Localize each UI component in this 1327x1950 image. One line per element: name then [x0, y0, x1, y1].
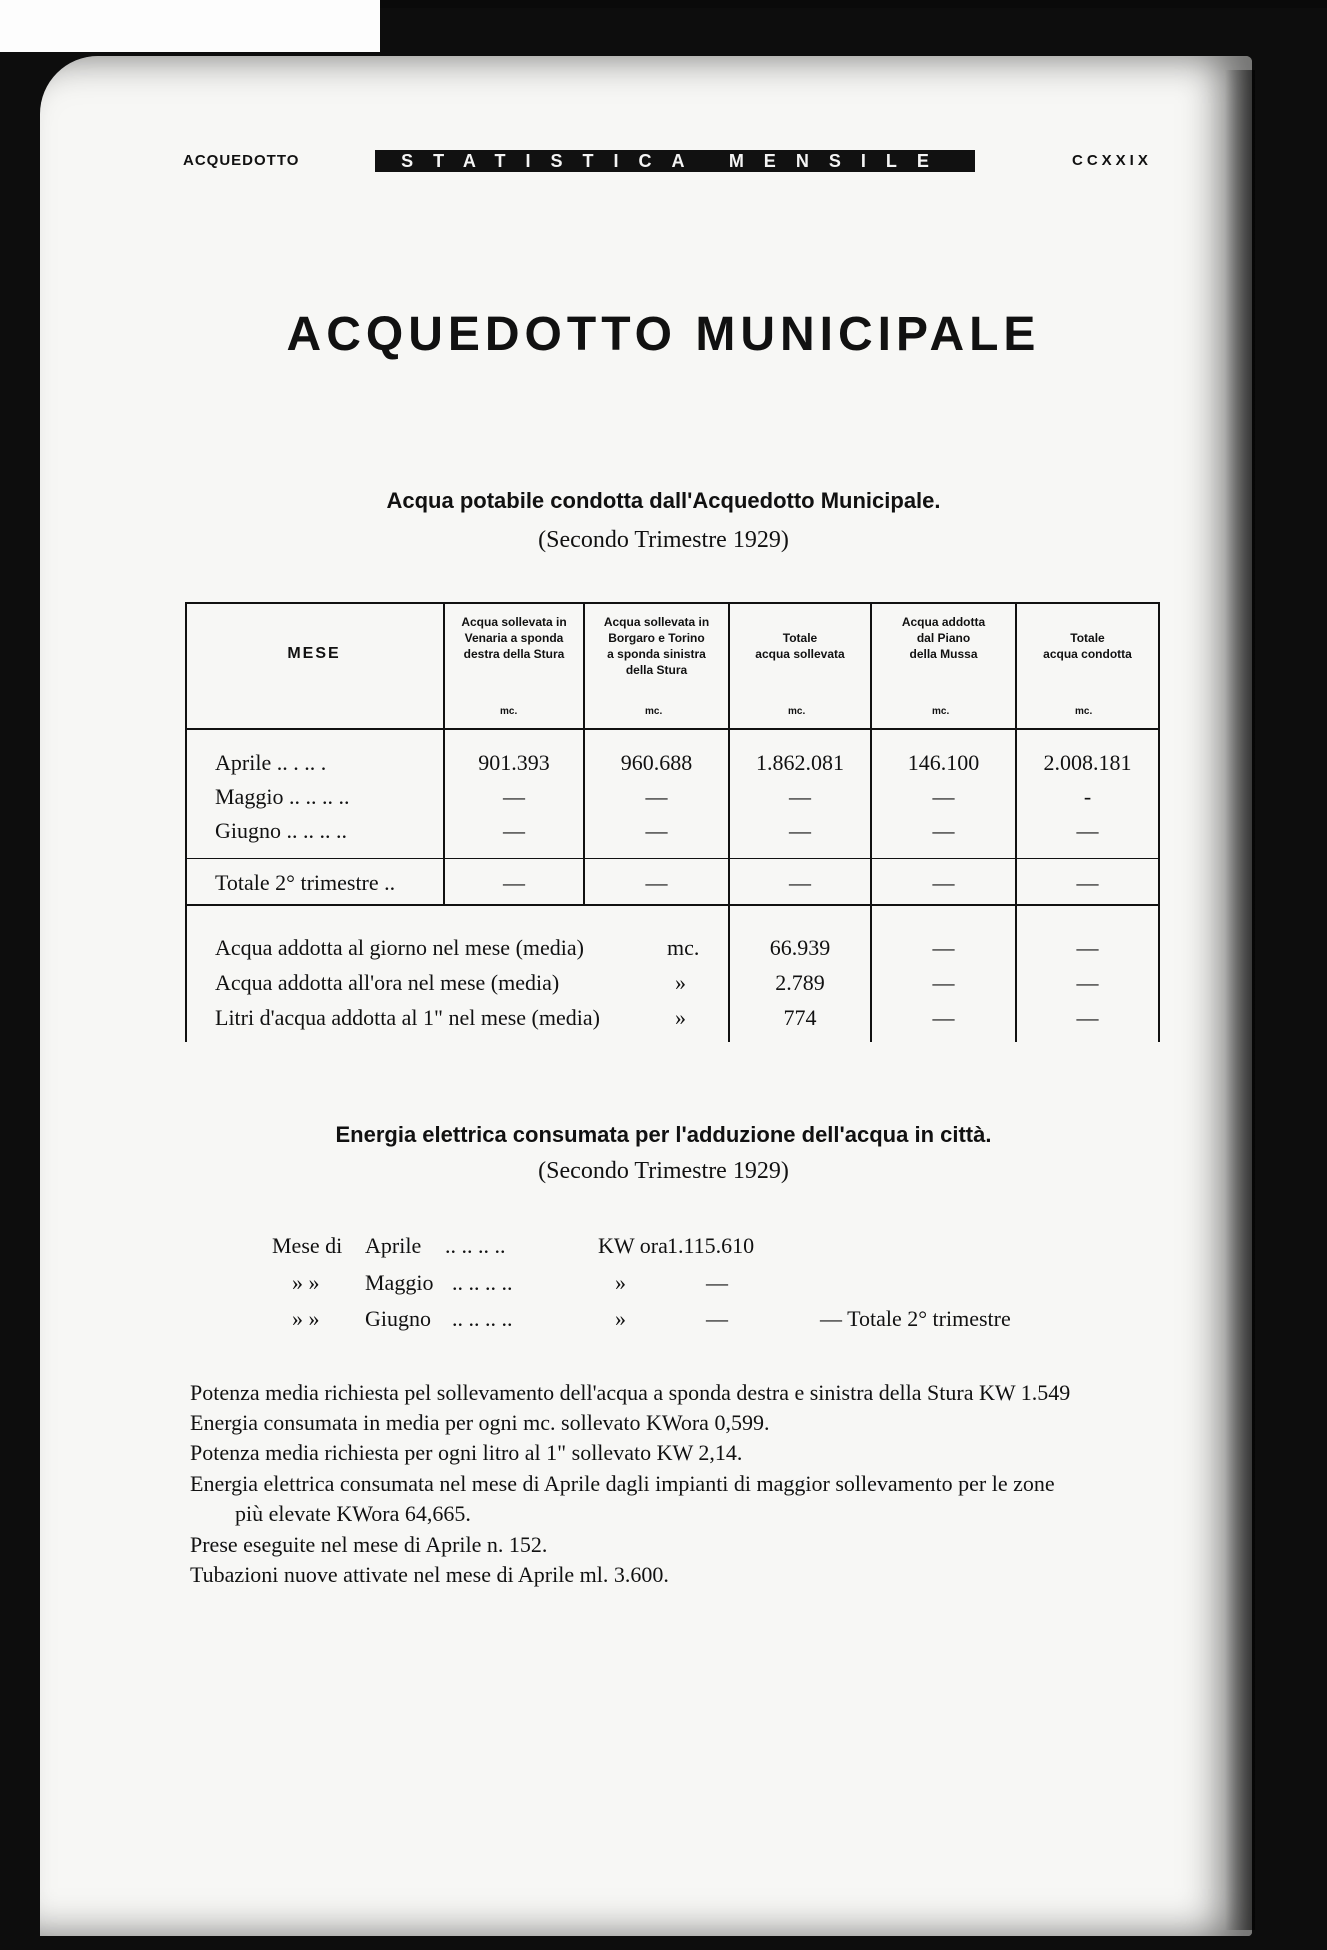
- col-header-borgaro: Acqua sollevata in Borgaro e Torino a sponda sinistra della Stura: [603, 615, 710, 677]
- energy-unit: »: [615, 1270, 626, 1295]
- table-top-rule: [185, 602, 1160, 604]
- energy-prefix: » »: [292, 1270, 320, 1295]
- table-left-rule: [185, 602, 187, 1042]
- section1-period: (Secondo Trimestre 1929): [538, 527, 789, 553]
- energy-value: 1.115.610: [667, 1233, 755, 1258]
- running-header-left: ACQUEDOTTO: [183, 152, 300, 169]
- note-line: Tubazioni nuove attivate nel mese di Aprile ml. 3.600.: [190, 1562, 669, 1587]
- table-cell: —: [932, 784, 955, 809]
- daily-label: Litri d'acqua addotta al 1" nel mese (media): [215, 1005, 600, 1030]
- scan-corner: [0, 0, 380, 52]
- col-header-venaria: Acqua sollevata in Venaria a sponda destra della Stura: [461, 615, 567, 661]
- note-line: Energia consumata in media per ogni mc. sollevato KWora 0,599.: [190, 1410, 770, 1435]
- table-cell: —: [932, 970, 955, 995]
- energy-dots: .. .. .. ..: [452, 1270, 513, 1295]
- table-cell: —: [932, 818, 955, 843]
- section2-period: (Secondo Trimestre 1929): [538, 1158, 789, 1184]
- energy-unit: KW ora: [598, 1233, 668, 1258]
- section1-heading: Acqua potabile condotta dall'Acquedotto Municipale.: [386, 488, 941, 513]
- unit-label: mc.: [645, 706, 663, 717]
- table-cell: —: [1076, 870, 1099, 895]
- table-cell: -: [1083, 784, 1092, 809]
- running-header-band: STATISTICA MENSILE: [375, 150, 975, 172]
- row-label-maggio: Maggio .. .. .. ..: [215, 784, 350, 809]
- note-line: Energia elettrica consumata nel mese di Aprile dagli impianti di maggior sollevamento per le zone: [190, 1471, 1055, 1496]
- table-cell: 2.789: [775, 970, 825, 995]
- table-cell: —: [645, 818, 668, 843]
- table-cell: 2.008.181: [1043, 750, 1132, 775]
- energy-month: Maggio: [365, 1270, 434, 1295]
- unit-label: mc.: [500, 706, 518, 717]
- table-cell: —: [789, 870, 811, 895]
- daily-label: Acqua addotta al giorno nel mese (media): [215, 935, 584, 960]
- table-cell: —: [932, 935, 955, 960]
- energy-value: —: [706, 1270, 728, 1295]
- unit-label: mc.: [788, 706, 806, 717]
- table-cell: —: [645, 870, 668, 895]
- energy-unit: »: [615, 1306, 626, 1331]
- water-table: [185, 602, 1160, 1042]
- daily-unit: mc.: [667, 935, 700, 960]
- table-cell: —: [1076, 818, 1099, 843]
- page-number: CCXXIX: [1072, 152, 1152, 169]
- energy-dots: .. .. .. ..: [445, 1233, 506, 1258]
- table-cell: 146.100: [907, 750, 980, 775]
- energy-prefix: » »: [292, 1306, 320, 1331]
- table-cell: —: [932, 870, 955, 895]
- daily-unit: »: [675, 970, 686, 995]
- table-cell: —: [1076, 970, 1099, 995]
- col-header-mese: MESE: [287, 645, 341, 662]
- page-title: ACQUEDOTTO MUNICIPALE: [286, 308, 1041, 361]
- col-header-totale-sollevata: Totale acqua sollevata: [755, 631, 845, 661]
- energy-month: Aprile: [365, 1233, 422, 1258]
- section2-heading: Energia elettrica consumata per l'adduzione dell'acqua in città.: [335, 1122, 992, 1147]
- col-header-totale-condotta: Totale acqua condotta: [1043, 631, 1132, 661]
- col-header-mussa: Acqua addotta dal Piano della Mussa: [901, 615, 986, 661]
- table-total-bottom-rule: [185, 904, 1160, 906]
- table-cell: 960.688: [620, 750, 693, 775]
- table-header-rule: [185, 728, 1160, 730]
- table-cell: —: [789, 784, 811, 809]
- note-line: Potenza media richiesta per ogni litro al 1" sollevato KW 2,14.: [190, 1440, 743, 1465]
- unit-label: mc.: [1075, 706, 1093, 717]
- note-line: più elevate KWora 64,665.: [235, 1501, 471, 1526]
- table-cell: —: [1076, 1005, 1099, 1030]
- energy-total-label: — Totale 2° trimestre: [820, 1306, 1011, 1331]
- daily-label: Acqua addotta all'ora nel mese (media): [215, 970, 560, 995]
- table-cell: —: [503, 870, 525, 895]
- table-cell: —: [645, 784, 668, 809]
- row-label-giugno: Giugno .. .. .. ..: [215, 818, 347, 843]
- table-cell: —: [503, 784, 525, 809]
- table-cell: —: [789, 818, 811, 843]
- table-cell: —: [1076, 935, 1099, 960]
- row-label-aprile: Aprile .. . .. .: [215, 750, 327, 775]
- energy-month: Giugno: [365, 1306, 431, 1331]
- energy-prefix: Mese di: [272, 1233, 343, 1258]
- note-line: Potenza media richiesta pel sollevamento dell'acqua a sponda destra e sinistra della Stura KW 1.549: [190, 1380, 1071, 1405]
- table-total-rule: [185, 858, 1160, 859]
- note-line: Prese eseguite nel mese di Aprile n. 152.: [190, 1532, 548, 1557]
- unit-label: mc.: [932, 706, 950, 717]
- table-cell: 901.393: [478, 750, 550, 775]
- energy-dots: .. .. .. ..: [452, 1306, 513, 1331]
- table-cell: —: [932, 1005, 955, 1030]
- table-cell: 1.862.081: [756, 750, 844, 775]
- daily-unit: »: [675, 1005, 686, 1030]
- row-label-totale: Totale 2° trimestre ..: [215, 870, 396, 895]
- table-cell: —: [503, 818, 525, 843]
- table-right-rule: [1158, 602, 1160, 1042]
- energy-value: —: [706, 1306, 728, 1331]
- table-cell: 774: [783, 1005, 817, 1030]
- table-cell: 66.939: [769, 935, 831, 960]
